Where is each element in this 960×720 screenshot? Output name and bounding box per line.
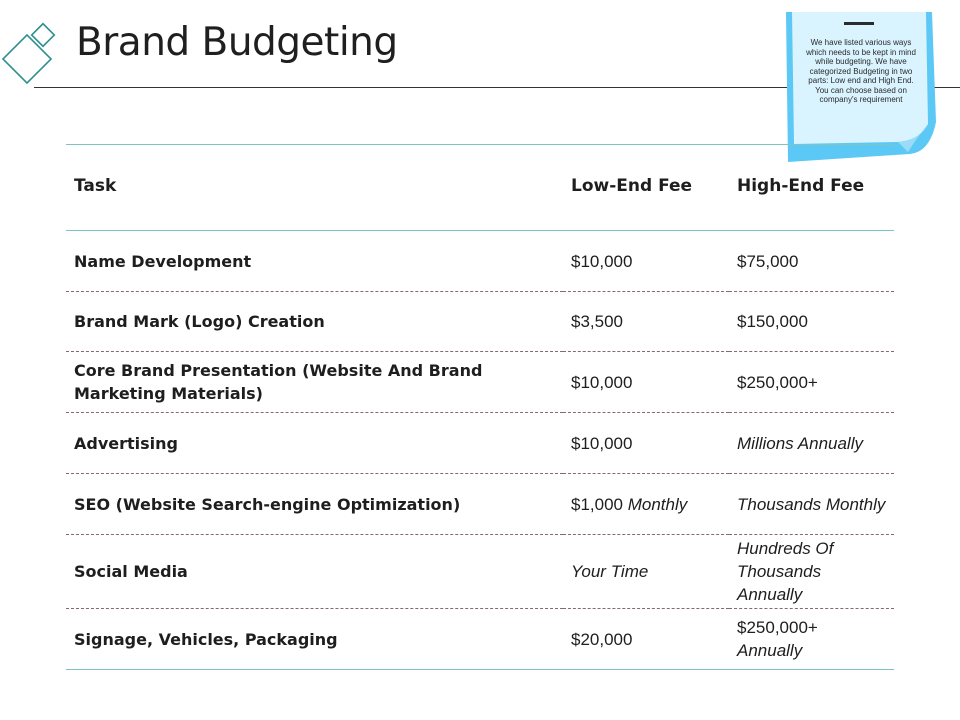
high-end-fee-cell: Hundreds Of Thousands Annually bbox=[737, 539, 834, 604]
high-end-fee-cell: $250,000+ bbox=[737, 372, 818, 392]
high-end-fee-cell: $75,000 bbox=[737, 251, 799, 271]
table-row bbox=[66, 231, 894, 292]
table-row bbox=[66, 474, 894, 535]
diamond-logo-icon bbox=[0, 20, 66, 90]
header-high-end-fee: High-End Fee bbox=[737, 175, 865, 196]
table-row bbox=[66, 535, 894, 609]
low-end-fee-cell: $20,000 bbox=[571, 629, 633, 649]
task-cell: SEO (Website Search-engine Optimization) bbox=[74, 494, 461, 514]
task-cell: Core Brand Presentation (Website And Brand Marketing Materials) bbox=[74, 361, 483, 403]
high-end-fee-period: Annually bbox=[737, 641, 803, 660]
low-end-fee-cell: $10,000 bbox=[571, 251, 633, 271]
header-low-end-fee: Low-End Fee bbox=[571, 175, 693, 196]
low-end-fee-cell: $10,000 bbox=[571, 372, 633, 392]
high-end-fee-cell: $150,000 bbox=[737, 312, 808, 331]
task-cell: Advertising bbox=[74, 433, 178, 453]
sticky-note-text: We have listed various ways which needs to be kept in mind while budgeting. We have categorized Budgeting in two parts: Low end and High End. You can choose based on company's requirement bbox=[806, 38, 916, 104]
high-end-fee-cell: Millions Annually bbox=[737, 433, 863, 453]
task-cell: Social Media bbox=[74, 562, 188, 581]
low-end-fee-cell: $3,500 bbox=[571, 312, 623, 331]
task-cell: Name Development bbox=[74, 251, 252, 271]
table-row bbox=[66, 352, 894, 413]
task-cell: Signage, Vehicles, Packaging bbox=[74, 629, 338, 649]
high-end-fee-cell: Thousands Monthly bbox=[737, 494, 886, 514]
high-end-fee-amount: $250,000+ bbox=[737, 618, 818, 637]
low-end-fee-period: Monthly bbox=[627, 494, 688, 514]
low-end-fee-amount: $1,000 bbox=[571, 494, 623, 514]
table-row bbox=[66, 413, 894, 474]
header-task: Task bbox=[74, 175, 117, 196]
task-cell: Brand Mark (Logo) Creation bbox=[74, 312, 325, 331]
table-row bbox=[66, 292, 894, 352]
low-end-fee-cell bbox=[563, 474, 729, 535]
page-title: Brand Budgeting bbox=[76, 20, 398, 65]
low-end-fee-cell: Your Time bbox=[571, 562, 649, 581]
high-end-fee-cell bbox=[729, 609, 894, 670]
table-row bbox=[66, 609, 894, 670]
budget-table bbox=[66, 144, 894, 670]
sticky-note bbox=[780, 12, 938, 164]
table-header-row bbox=[66, 145, 894, 231]
low-end-fee-cell: $10,000 bbox=[571, 433, 633, 453]
